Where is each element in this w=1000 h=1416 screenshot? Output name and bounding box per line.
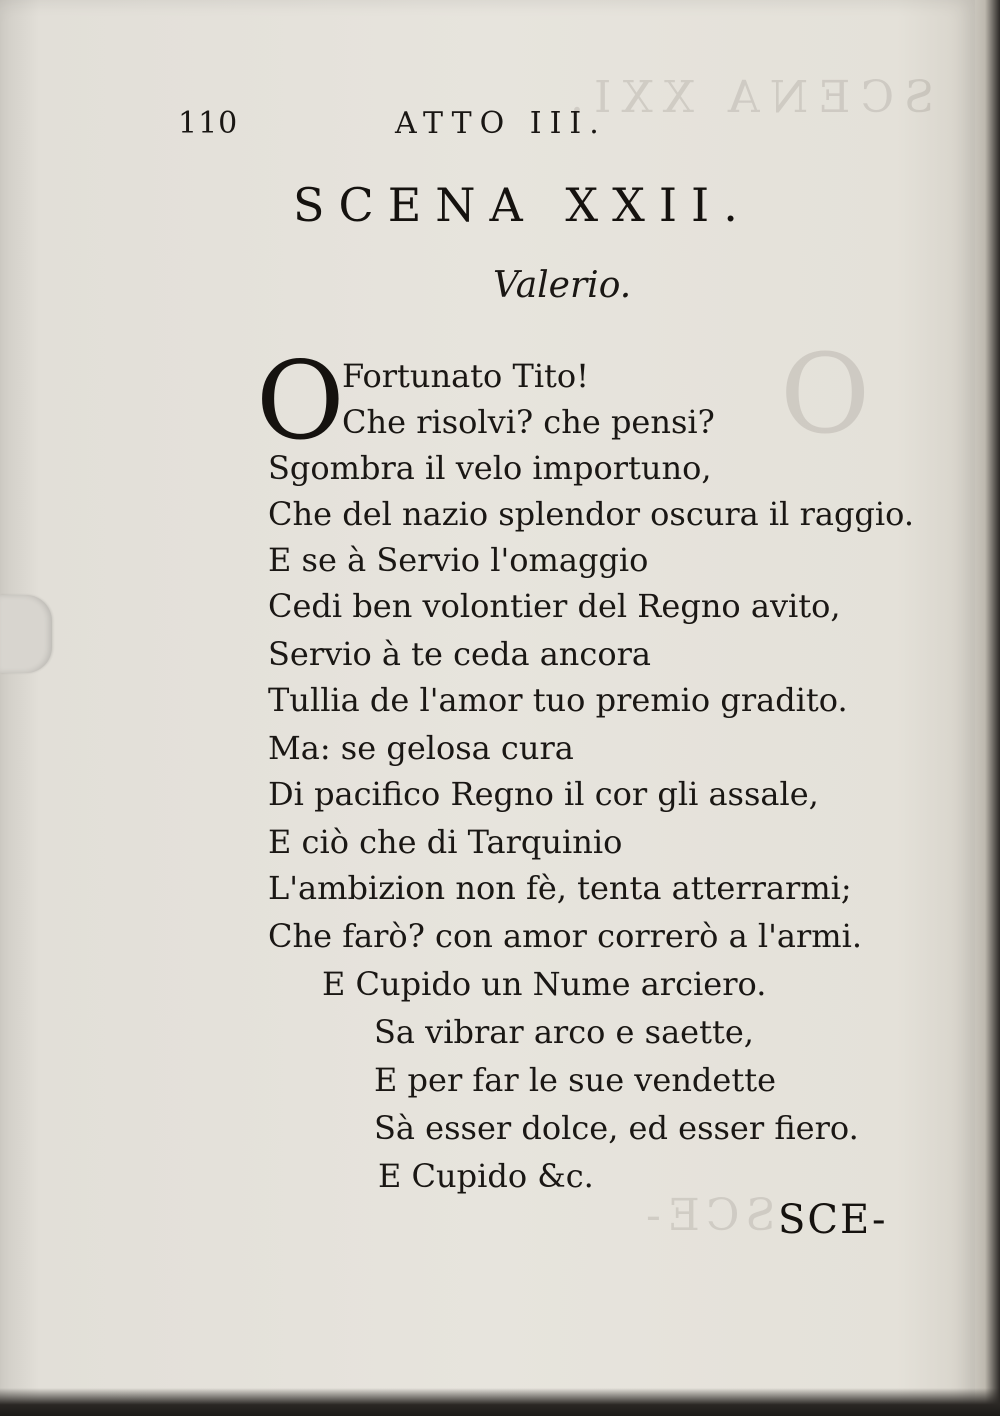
- verse-line: Tullia de l'amor tuo premio gradito.: [268, 681, 848, 719]
- catchword: SCE-: [778, 1197, 888, 1243]
- verse-line: E se à Servio l'omaggio: [268, 541, 649, 579]
- verse-line: Sgombra il velo importuno,: [268, 449, 712, 487]
- verse-line: L'ambizion non fè, tenta atterrarmi;: [268, 869, 852, 907]
- bottom-shadow: [0, 1388, 1000, 1416]
- scene-title: SCENA XXII.: [293, 178, 752, 232]
- verse-line: E Cupido &c.: [378, 1157, 594, 1195]
- act-heading: ATTO III.: [395, 106, 607, 141]
- verse-line: Che del nazio splendor oscura il raggio.: [268, 495, 915, 533]
- page-number: 110: [178, 106, 239, 141]
- verse-line: Servio à te ceda ancora: [268, 635, 651, 673]
- verse-line: E ciò che di Tarquinio: [268, 823, 623, 861]
- verse-line: Che risolvi? che pensi?: [342, 403, 715, 441]
- page-edge-shadow: [975, 0, 1000, 1416]
- verse-line: Cedi ben volontier del Regno avito,: [268, 587, 841, 625]
- show-through-catchword: SCE-: [640, 1190, 776, 1241]
- verse-line: Di pacifico Regno il cor gli assale,: [268, 775, 819, 813]
- verse-line: Fortunato Tito!: [342, 357, 590, 395]
- verse-line: Sà esser dolce, ed esser fiero.: [374, 1109, 859, 1147]
- drop-cap: O: [256, 339, 345, 464]
- speaker-name: Valerio.: [493, 265, 632, 306]
- verse-line: Ma: se gelosa cura: [268, 729, 574, 767]
- verse-line: E per far le sue vendette: [374, 1061, 776, 1099]
- verse-line: Sa vibrar arco e saette,: [374, 1013, 754, 1051]
- verse-line: Che farò? con amor correrò a l'armi.: [268, 917, 862, 955]
- show-through-title: SCENA XXI.: [560, 72, 935, 123]
- show-through-drop-cap: O: [780, 330, 871, 458]
- verse-line: E Cupido un Nume arciero.: [322, 965, 767, 1003]
